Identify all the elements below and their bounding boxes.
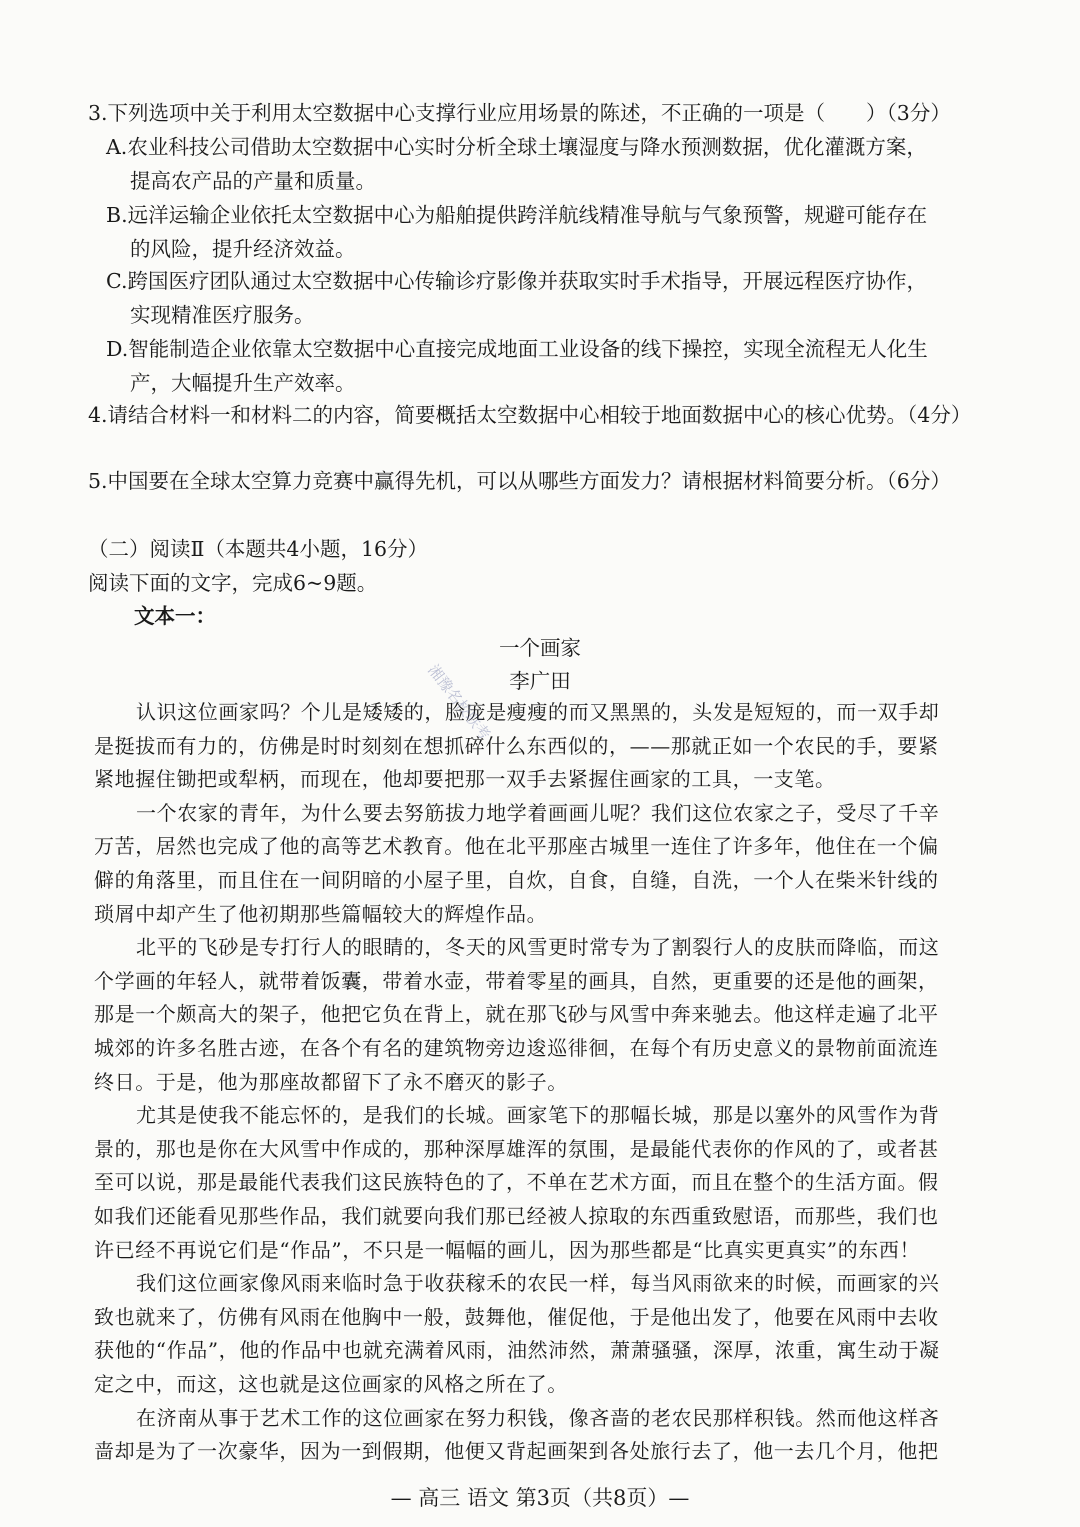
question-3-stem: 3.下列选项中关于利用太空数据中心支撑行业应用场景的陈述，不正确的一项是（ ）（3分） — [88, 101, 951, 125]
article-line: 是挺拔而有力的，仿佛是时时刻刻在想抓碎什么东西似的，——那就正如一个农民的手，要紧 — [94, 733, 939, 758]
article-line: 致也就来了，仿佛有风雨在他胸中一般，鼓舞他，催促他，于是他出发了，他要在风雨中去收 — [94, 1304, 939, 1329]
article-line: 万苦，居然也完成了他的高等艺术教育。他在北平那座古城里一连住了许多年，他住在一个偏 — [94, 834, 939, 859]
article-line: 终日。于是，他为那座故都留下了永不磨灭的影子。 — [94, 1069, 568, 1094]
article-line: 啬却是为了一次豪华，因为一到假期，他便又背起画架到各处旅行去了，他一去几个月，他把 — [94, 1439, 939, 1464]
option-d-line-2: 产，大幅提升生产效率。 — [130, 371, 356, 395]
article-line: 一个农家的青年，为什么要去努筋拔力地学着画画儿呢？我们这位农家之子，受尽了千辛 — [136, 800, 940, 825]
section-heading: （二）阅读Ⅱ（本题共4小题，16分） — [88, 537, 429, 561]
article-line: 僻的角落里，而且住在一间阴暗的小屋子里，自炊，自食，自缝，自洗，一个人在柴米针线的 — [94, 868, 939, 892]
article-line: 北平的飞砂是专打行人的眼睛的，冬天的风雪更时常专为了割裂行人的皮肤而降临，而这 — [136, 935, 940, 960]
article-line: 定之中，而这，这也就是这位画家的风格之所在了。 — [94, 1372, 568, 1396]
article-line: 我们这位画家像风雨来临时急于收获稼禾的农民一样，每当风雨欲来的时候，而画家的兴 — [136, 1271, 940, 1296]
option-d-line-1: D.智能制造企业依靠太空数据中心直接完成地面工业设备的线下操控，实现全流程无人化生 — [106, 337, 928, 361]
option-b-line-2: 的风险，提升经济效益。 — [130, 237, 356, 261]
question-4: 4.请结合材料一和材料二的内容，简要概括太空数据中心相较于地面数据中心的核心优势。（4分） — [88, 403, 972, 427]
article-line: 认识这位画家吗？个儿是矮矮的，脸庞是瘦瘦的而又黑黑的，头发是短短的，而一双手却 — [136, 700, 940, 724]
article-line: 至可以说，那是最能代表我们这民族特色的了，不单在艺术方面，而且在整个的生活方面。假 — [94, 1170, 939, 1195]
article-line: 紧地握住锄把或犁柄，而现在，他却要把那一双手去紧握住画家的工具，一支笔。 — [94, 767, 836, 792]
article-line: 个学画的年轻人，就带着饭囊，带着水壶，带着零星的画具，自然，更重要的还是他的画架， — [94, 968, 939, 993]
article-line: 琐屑中却产生了他初期那些篇幅较大的辉煌作品。 — [94, 901, 548, 926]
option-b-line-1: B.远洋运输企业依托太空数据中心为船舶提供跨洋航线精准导航与气象预警，规避可能存在 — [106, 203, 928, 227]
page-footer: — 高三 语文 第3页（共8页）— — [390, 1486, 690, 1510]
option-c-line-1: C.跨国医疗团队通过太空数据中心传输诊疗影像并获取实时手术指导，开展远程医疗协作， — [106, 269, 927, 293]
option-a-line-1: A.农业科技公司借助太空数据中心实时分析全球土壤湿度与降水预测数据，优化灌溉方案， — [106, 135, 927, 159]
article-line: 获他的“作品”，他的作品中也就充满着风雨，油然沛然，萧萧骚骚，深厚，浓重，寓生动于凝 — [94, 1338, 940, 1363]
article-author: 李广田 — [509, 669, 571, 693]
watermark-stamp: 湘豫名校联考 — [424, 661, 494, 744]
text-label: 文本一： — [134, 604, 216, 628]
question-5: 5.中国要在全球太空算力竞赛中赢得先机，可以从哪些方面发力？请根据材料简要分析。（6分） — [88, 469, 951, 493]
article-line: 许已经不再说它们是“作品”，不只是一幅幅的画儿，因为那些都是“比真实更真实”的东西！ — [94, 1237, 921, 1262]
article-title: 一个画家 — [499, 636, 581, 660]
option-c-line-2: 实现精准医疗服务。 — [130, 303, 315, 327]
article-line: 在济南从事于艺术工作的这位画家在努力积钱，像吝啬的老农民那样积钱。然而他这样吝 — [136, 1405, 940, 1430]
article-line: 景的，那也是你在大风雪中作成的，那种深厚雄浑的氛围，是最能代表你的作风的了，或者甚 — [94, 1136, 939, 1161]
article-line: 尤其是使我不能忘怀的，是我们的长城。画家笔下的那幅长城，那是以塞外的风雪作为背 — [136, 1103, 940, 1128]
article-line: 那是一个颇高大的架子，他把它负在背上，就在那飞砂与风雪中奔来驰去。他这样走遍了北平 — [94, 1002, 939, 1027]
section-instruction: 阅读下面的文字，完成6~9题。 — [88, 571, 378, 595]
article-line: 如我们还能看见那些作品，我们就要向我们那已经被人掠取的东西重致慰语，而那些，我们也 — [94, 1204, 939, 1228]
article-line: 城郊的许多名胜古迹，在各个有名的建筑物旁边逡巡徘徊，在每个有历史意义的景物前面流连 — [94, 1036, 939, 1060]
option-a-line-2: 提高农产品的产量和质量。 — [130, 169, 376, 193]
